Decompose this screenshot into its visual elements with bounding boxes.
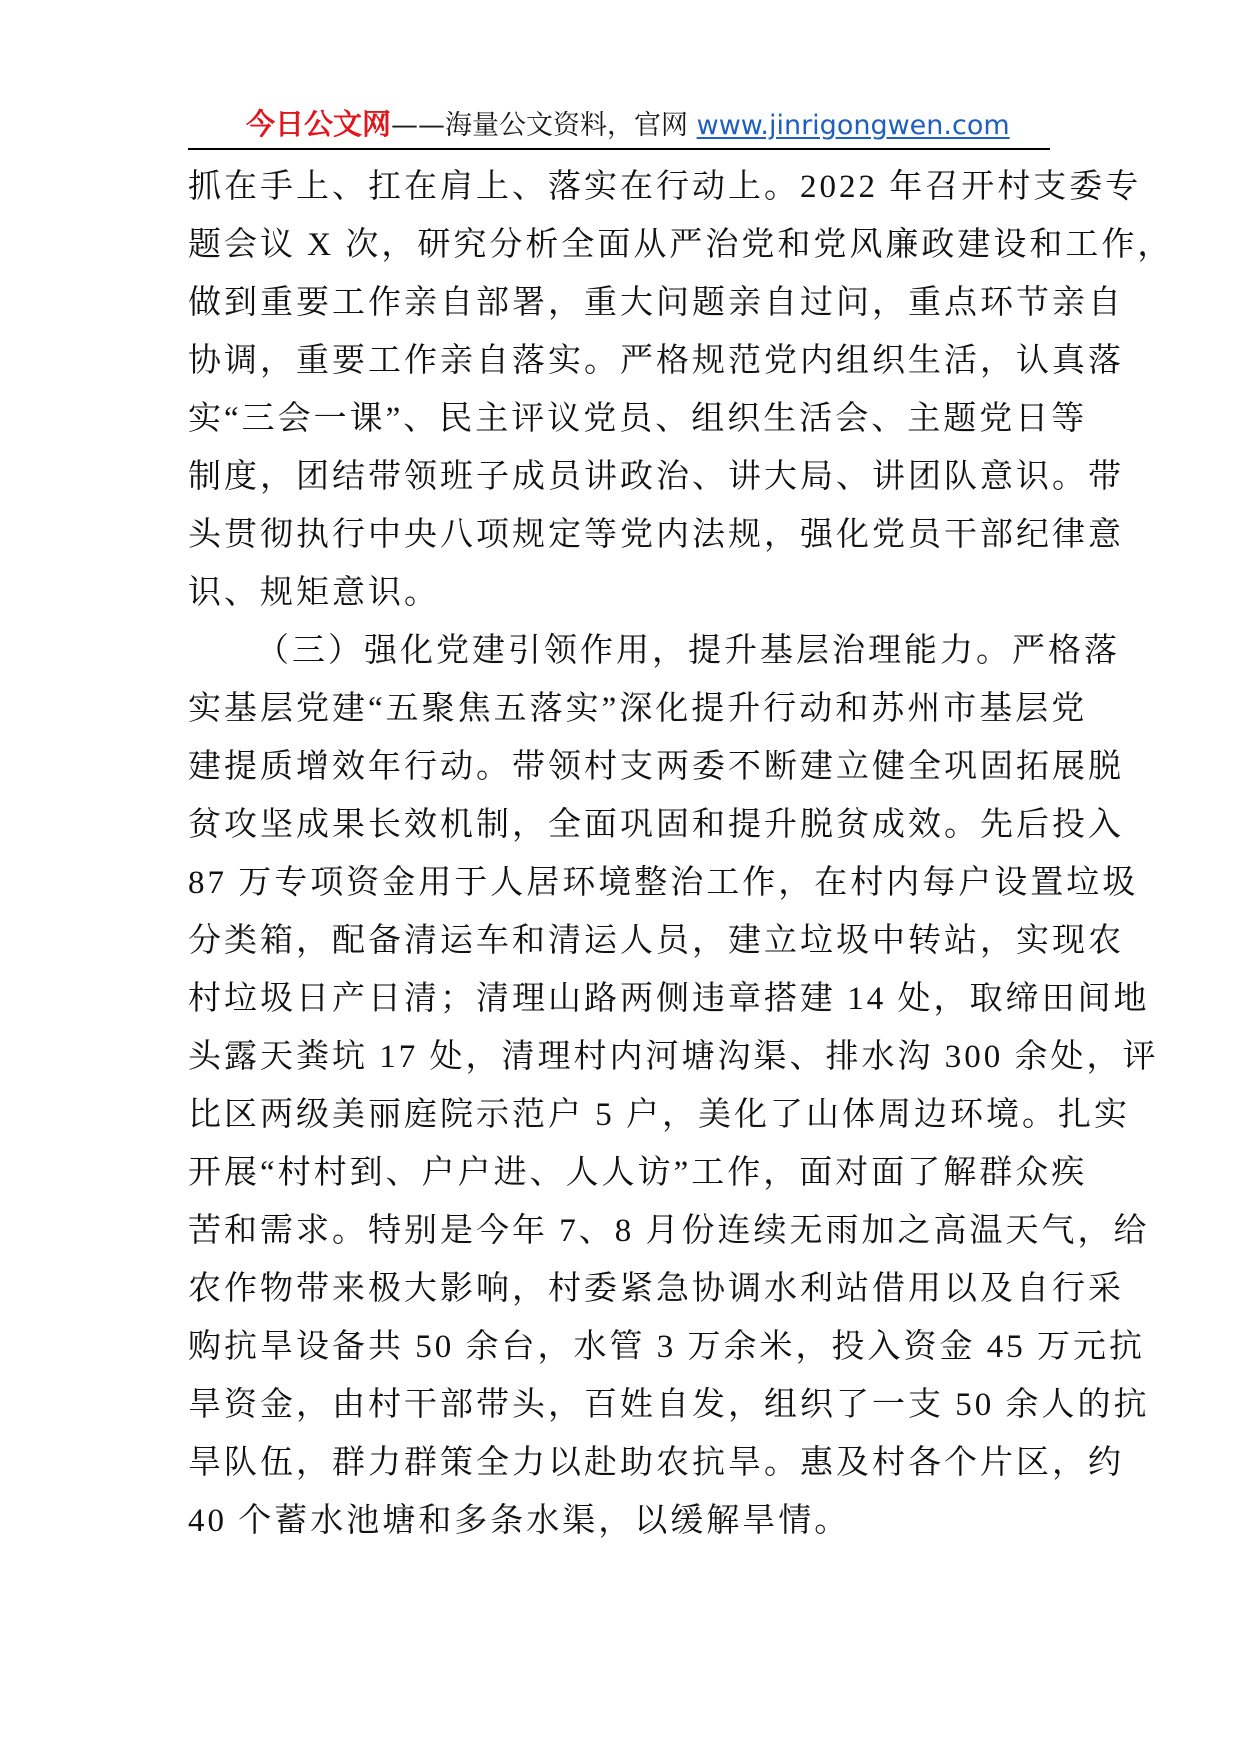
text-line: 实“三会一课”、民主评议党员、组织生活会、主题党日等 xyxy=(188,401,1088,437)
text-line: 协调，重要工作亲自落实。严格规范党内组织生活，认真落 xyxy=(188,343,1124,379)
text-line: 实基层党建“五聚焦五落实”深化提升行动和苏州市基层党 xyxy=(188,691,1088,727)
text-line: 头露天粪坑 17 处，清理村内河塘沟渠、排水沟 300 余处，评 xyxy=(188,1039,1159,1075)
text-line: 旱资金，由村干部带头，百姓自发，组织了一支 50 余人的抗 xyxy=(188,1387,1150,1423)
text-line: 分类箱，配备清运车和清运人员，建立垃圾中转站，实现农 xyxy=(188,923,1124,959)
text-line: 农作物带来极大影响，村委紧急协调水利站借用以及自行采 xyxy=(188,1271,1124,1307)
page-header xyxy=(188,104,1050,150)
text-line: 建提质增效年行动。带领村支两委不断建立健全巩固拓展脱 xyxy=(188,749,1124,785)
paragraph-2 xyxy=(188,622,1159,1550)
text-line: 旱队伍，群力群策全力以赴助农抗旱。惠及村各个片区，约 xyxy=(188,1445,1124,1481)
text-line: （三）强化党建引领作用，提升基层治理能力。严格落 xyxy=(256,633,1120,669)
text-line: 抓在手上、扛在肩上、落实在行动上。2022 年召开村支委专 xyxy=(188,169,1142,205)
header-dash: —— xyxy=(391,110,446,141)
text-line: 比区两级美丽庭院示范户 5 户，美化了山体周边环境。扎实 xyxy=(188,1097,1130,1133)
text-line: 题会议 X 次，研究分析全面从严治党和党风廉政建设和工作， xyxy=(188,227,1174,263)
website-link[interactable]: www.jinrigongwen.com xyxy=(696,110,1010,141)
text-line: 制度，团结带领班子成员讲政治、讲大局、讲团队意识。带 xyxy=(188,459,1124,495)
text-line: 头贯彻执行中央八项规定等党内法规，强化党员干部纪律意 xyxy=(188,517,1124,553)
text-line: 购抗旱设备共 50 余台，水管 3 万余米，投入资金 45 万元抗 xyxy=(188,1329,1145,1365)
brand-name: 今日公文网 xyxy=(246,107,392,141)
paragraph-1 xyxy=(188,158,1174,622)
text-line: 苦和需求。特别是今年 7、8 月份连续无雨加之高温天气，给 xyxy=(188,1213,1150,1249)
text-line: 开展“村村到、户户进、人人访”工作，面对面了解群众疾 xyxy=(188,1155,1088,1191)
text-line: 做到重要工作亲自部署，重大问题亲自过问，重点环节亲自 xyxy=(188,285,1124,321)
text-line: 40 个蓄水池塘和多条水渠，以缓解旱情。 xyxy=(188,1503,851,1539)
text-line: 识、规矩意识。 xyxy=(188,575,440,611)
document-body xyxy=(188,158,1174,1550)
text-line: 贫攻坚成果长效机制，全面巩固和提升脱贫成效。先后投入 xyxy=(188,807,1124,843)
text-line: 村垃圾日产日清；清理山路两侧违章搭建 14 处，取缔田间地 xyxy=(188,981,1150,1017)
header-slogan: 海量公文资料，官网 xyxy=(445,110,697,141)
text-line: 87 万专项资金用于人居环境整治工作，在村内每户设置垃圾 xyxy=(188,865,1139,901)
header-line xyxy=(246,106,1010,144)
